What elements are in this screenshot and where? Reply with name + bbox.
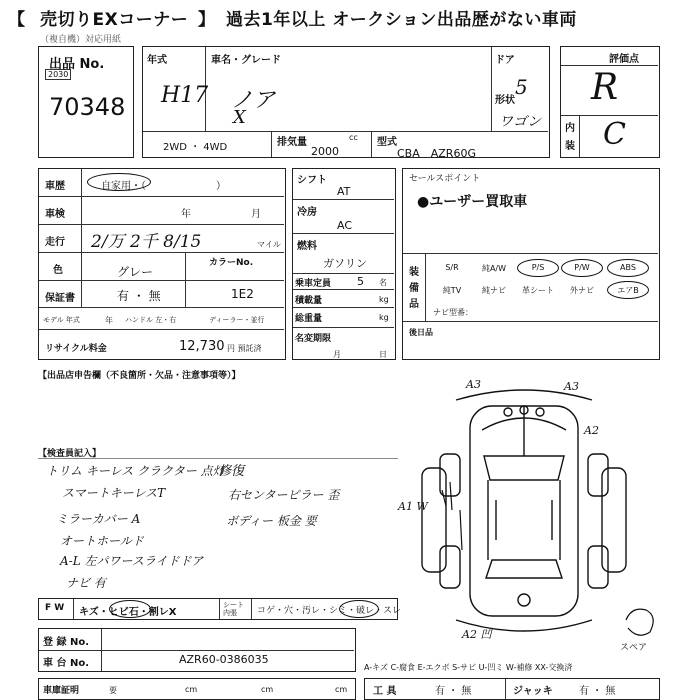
gross-unit: kg (379, 313, 389, 322)
chassis-label: 車 台 No. (43, 658, 90, 669)
model-year-label: モデル 年式 (43, 316, 80, 324)
banner-open-bracket: 【 (8, 10, 26, 30)
damage-mark-1: A3 (466, 378, 481, 391)
damage-mark-5: A2 凹 (462, 628, 492, 641)
displacement-unit: cc (349, 133, 358, 142)
color-label: 色 (53, 265, 63, 276)
equip-tv: 純TV (442, 286, 462, 295)
navi-model-label: ナビ型番： (433, 308, 473, 317)
note-right-3: ボディー 板金 要 (226, 514, 317, 528)
year-label: 年式 (147, 55, 167, 66)
jack-label: ジャッキ (513, 686, 553, 697)
lot-number-box (38, 46, 134, 158)
later-items-label: 後日品 (409, 328, 433, 337)
gross-label: 総重量 (295, 314, 323, 324)
damage-mark-4: A1 W (398, 500, 428, 513)
car-damage-diagram (400, 370, 670, 660)
note-left-3: ミラーカバー A (56, 512, 141, 526)
inspector-label: 【検査員記入】 (38, 449, 102, 459)
sheet-form-note: （複自機）対応用紙 (40, 35, 122, 45)
fw-label: F W (45, 603, 65, 613)
dealer-label: ディーラー・並行 (209, 316, 265, 324)
sales-point-value: ●ユーザー買取車 (417, 194, 528, 210)
header-banner (0, 0, 700, 32)
note-right-1: 修復 (218, 464, 245, 479)
interior-score: C (603, 117, 626, 152)
rating-label: 評価点 (609, 54, 639, 65)
fw-items: キズ・ヒビ石・割レX (79, 607, 177, 618)
tools-box (364, 678, 660, 700)
ac-value: AC (337, 219, 353, 232)
shape-label: 形状 (495, 95, 515, 106)
equip-power-steering: P/S (531, 263, 545, 272)
note-left-4: オートホールド (60, 534, 144, 548)
equip-power-window: P/W (574, 263, 590, 272)
seat-label: シート 内張 (223, 601, 244, 617)
capacity-unit: 名 (379, 278, 387, 287)
namechange-month: 月 (333, 350, 341, 359)
equip-navi: 純ナビ (482, 286, 506, 295)
interior-label-1: 内 (565, 123, 575, 134)
car-grade: X (233, 107, 246, 128)
note-left-5: A-L 左パワースライドドア (60, 554, 204, 568)
inspection-year: 年 (181, 209, 191, 220)
drive-type: 2WD ・ 4WD (163, 142, 228, 153)
banner-title: 売切りEXコーナー (40, 10, 189, 30)
capacity-value: 5 (357, 275, 364, 288)
capacity-label: 乗車定員 (295, 279, 332, 289)
shift-value: AT (337, 185, 351, 198)
garage-cert-opt-4: cm (335, 685, 348, 694)
mileage-label: 走行 (45, 237, 65, 248)
rating-box (560, 46, 660, 158)
chassis-value: AZR60-0386035 (179, 653, 269, 666)
equip-label-3: 品 (409, 299, 419, 310)
garage-cert-opt-2: cm (185, 685, 198, 694)
rating-score: R (591, 67, 619, 108)
recycle-unit: 円 預託済 (227, 344, 262, 353)
legend-text: A-キズ C-腐食 E-エクボ S-サビ U-凹ミ W-補修 XX-交換済 (364, 663, 573, 672)
equip-abs: ABS (620, 263, 636, 272)
note-left-1: トリム キーレス クラクター 点灯 (46, 464, 225, 478)
model-year-unit: 年 (105, 316, 113, 325)
model-type-label: 型式 (377, 137, 397, 148)
note-left-6: ナビ 有 (66, 576, 106, 590)
shift-label: シフト (297, 175, 327, 186)
banner-close-bracket: 】 (198, 10, 216, 30)
door-label: ドア (495, 55, 515, 66)
mileage-unit: マイル (257, 240, 281, 249)
lot-label: 出品 No. (49, 57, 105, 72)
load-unit: kg (379, 295, 389, 304)
name-grade-label: 車名・グレード (211, 55, 281, 66)
jack-value: 有 ・ 無 (579, 686, 616, 697)
inspection-month: 月 (251, 209, 261, 220)
year-value: H17 (161, 83, 209, 108)
garage-cert-opt-3: cm (261, 685, 274, 694)
note-left-2: スマートキーレスT (62, 486, 166, 500)
fuel-label: 燃料 (297, 241, 317, 252)
mileage-value: 2/万 2千 8/15 (91, 232, 202, 252)
history-box (38, 168, 286, 360)
recycle-label: リサイクル料金 (45, 344, 107, 354)
ac-label: 冷房 (297, 207, 317, 218)
inspection-label: 車検 (45, 209, 65, 220)
interior-label-2: 装 (565, 141, 575, 152)
sales-point-label: セールスポイント (409, 174, 481, 184)
displacement-label: 排気量 (277, 137, 307, 148)
shape-value: ワゴン (499, 114, 541, 130)
color-no-value: 1E2 (231, 287, 254, 301)
color-no-label: カラーNo. (209, 258, 254, 268)
garage-cert-box (38, 678, 356, 700)
equip-label-1: 装 (409, 267, 419, 278)
warranty-value: 有 ・ 無 (117, 289, 161, 303)
namechange-label: 名変期限 (295, 334, 332, 344)
equip-alloy-wheel: 純A/W (481, 264, 507, 273)
car-name: ノア (231, 88, 276, 113)
door-value: 5 (515, 75, 528, 99)
seat-items: コゲ・穴・汚レ・シミ・破レ・スレ (257, 606, 402, 616)
car-history-value: 自家用・（ ） (101, 181, 226, 192)
equip-sunroof: S/R (445, 263, 459, 272)
handle-label: ハンドル 左・右 (125, 316, 177, 324)
garage-cert-opt-1: 要 (109, 686, 117, 695)
garage-cert-label: 車庫証明 (43, 686, 80, 696)
lot-code: 2030 (45, 69, 71, 80)
sales-equipment-box (402, 168, 660, 360)
equip-airbag: エアB (617, 286, 639, 295)
report-label: 【出品店申告欄（不良箇所・欠品・注意事項等）】 (38, 371, 241, 381)
damage-mark-2: A3 (564, 380, 579, 393)
note-right-2: 右センターピラー 歪 (228, 488, 340, 502)
tools-value: 有 ・ 無 (435, 686, 472, 697)
banner-subtitle: 過去1年以上 オークション出品歴がない車両 (226, 10, 577, 30)
warranty-label: 保証書 (45, 293, 75, 304)
spare-label: スペア (620, 643, 648, 653)
car-history-label: 車歴 (45, 181, 65, 192)
recycle-value: 12,730 (179, 339, 225, 354)
fuel-value: ガソリン (323, 257, 367, 270)
lot-number: 70348 (49, 93, 126, 121)
displacement-value: 2000 (311, 145, 339, 158)
registration-box (38, 628, 356, 672)
load-label: 積載量 (295, 296, 323, 306)
damage-mark-3: A2 (584, 424, 599, 437)
model-type-value: CBA AZR60G (397, 147, 476, 160)
color-value: グレー (117, 265, 154, 279)
defects-strip (38, 598, 402, 620)
equip-ext-navi: 外ナビ (570, 286, 594, 295)
namechange-day: 日 (379, 350, 387, 359)
equip-leather: 革シート (522, 286, 554, 295)
registration-label: 登 録 No. (43, 637, 90, 648)
equip-label-2: 備 (409, 283, 419, 294)
vehicle-info-box (142, 46, 550, 158)
specs-box (292, 168, 396, 360)
tools-label: 工 具 (373, 686, 397, 697)
